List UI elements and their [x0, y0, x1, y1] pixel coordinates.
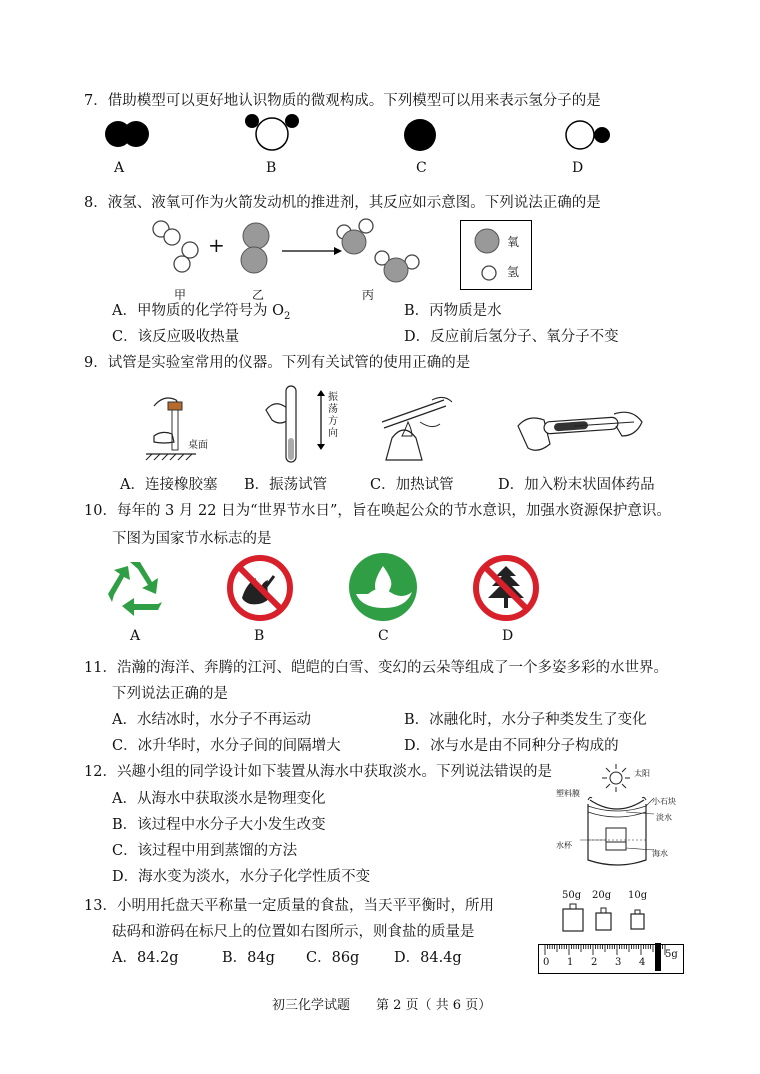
q10-label-d: D	[502, 628, 514, 644]
q9-option-a: A．连接橡胶塞	[120, 477, 218, 493]
label-stone: 小石块	[652, 797, 676, 806]
rider-weight	[655, 943, 661, 971]
q8-arrow	[282, 246, 342, 256]
q12-option-b: B．该过程中水分子大小发生改变	[112, 817, 326, 833]
q11-option-a: A．水结冰时，水分子不再运动	[112, 712, 311, 728]
q11-option-d: D．冰与水是由不同种分子构成的	[404, 738, 619, 754]
q8-option-a: A．甲物质的化学符号为 $O_2$	[112, 303, 291, 322]
q8-legend-box	[460, 220, 532, 290]
q7-label-c: C	[416, 160, 427, 176]
q9-option-d: D．加入粉末状固体药品	[498, 477, 655, 493]
q8-name-bing: 丙	[362, 288, 375, 302]
q8-molecule-yi	[238, 220, 278, 280]
q12-apparatus	[556, 762, 692, 874]
sun-icon	[602, 764, 630, 792]
q8-option-b: B．丙物质是水	[404, 303, 502, 319]
ruler-ticks	[539, 945, 683, 957]
q7-model-d	[562, 118, 622, 158]
q9-option-c: C．加热试管	[370, 477, 454, 493]
legend-oxygen-label: 氧	[507, 235, 520, 249]
q10-label-b: B	[254, 628, 265, 644]
q9-fig-a	[146, 380, 216, 470]
q9-fig-d	[514, 402, 654, 472]
q9-stem: 9．试管是实验室常用的仪器。下列有关试管的使用正确的是	[84, 355, 471, 371]
label-cup: 水杯	[556, 841, 572, 850]
q8-option-d: D．反应前后氢分子、氧分子不变	[404, 329, 619, 345]
q9-shake-arrow	[316, 390, 326, 450]
q8-name-yi: 乙	[252, 288, 265, 302]
q12-option-d: D．海水变为淡水，水分子化学性质不变	[112, 869, 371, 885]
q10-label-c: C	[378, 628, 389, 644]
q9-desk-label: 桌面	[188, 440, 208, 451]
q8-plus: +	[208, 233, 225, 257]
weight-label-20g: 20g	[592, 890, 612, 901]
weight-10g-icon	[630, 910, 646, 932]
q7-label-a: A	[114, 160, 125, 176]
q9-fig-b	[262, 380, 322, 470]
q12-stem: 12．兴趣小组的同学设计如下装置从海水中获取淡水。下列说法错误的是	[84, 764, 552, 780]
scale-tick-5: 5g	[665, 949, 678, 960]
weight-label-50g: 50g	[562, 890, 582, 901]
q13-stem: 13．小明用托盘天平称量一定质量的食盐，当天平平衡时，所用	[84, 898, 494, 914]
q13-option-b: B．84g	[222, 950, 275, 966]
weight-label-10g: 10g	[628, 890, 648, 901]
q9-shake-text: 振 荡 方 向	[328, 392, 338, 439]
q7-stem: 7．借助模型可以更好地认识物质的微观构成。下列模型可以用来表示氢分子的是	[84, 93, 601, 109]
q9-fig-c	[372, 382, 462, 472]
q10-stem: 10．每年的 3 月 22 日为“世界节水日”，旨在唤起公众的节水意识，加强水资源保护意识。	[84, 503, 671, 519]
q8-molecule-jia	[152, 220, 202, 270]
q13-scale-ruler	[538, 944, 684, 974]
recycle-icon	[106, 556, 170, 616]
label-film: 塑料膜	[556, 789, 580, 798]
weight-20g-icon	[595, 908, 613, 932]
q12-option-a: A．从海水中获取淡水是物理变化	[112, 791, 326, 807]
water-saving-icon	[348, 552, 420, 624]
scale-tick-2: 2	[591, 957, 598, 968]
scale-tick-1: 1	[567, 957, 574, 968]
q7-label-b: B	[266, 160, 277, 176]
q8-option-c: C．该反应吸收热量	[112, 329, 240, 345]
q10-stem-2: 下图为国家节水标志的是	[112, 531, 272, 547]
q13-option-c: C．86g	[306, 950, 360, 966]
label-water: 淡水	[656, 813, 672, 822]
no-logging-sign-icon	[472, 554, 542, 624]
q7-model-c	[402, 118, 442, 158]
q8-stem: 8．液氢、液氧可作为火箭发动机的推进剂，其反应如示意图。下列说法正确的是	[84, 195, 601, 211]
q11-option-c: C．冰升华时，水分子间的间隔增大	[112, 738, 341, 754]
q13-stem-2: 砝码和游码在标尺上的位置如右图所示，则食盐的质量是	[112, 924, 475, 940]
no-fire-sign-icon	[226, 554, 296, 624]
q11-stem: 11．浩瀚的海洋、奔腾的江河、皑皑的白雪、变幻的云朵等组成了一个多姿多彩的水世界。	[84, 660, 668, 676]
page-footer: 初三化学试题 第 2 页（ 共 6 页）	[272, 998, 492, 1013]
weight-50g-icon	[562, 904, 584, 932]
q8-name-jia: 甲	[174, 288, 187, 302]
q7-model-a	[104, 120, 154, 150]
q12-option-c: C．该过程中用到蒸馏的方法	[112, 843, 298, 859]
legend-hydrogen-label: 氢	[507, 265, 520, 279]
q8-molecule-bing	[336, 218, 416, 288]
q11-stem-2: 下列说法正确的是	[112, 686, 228, 702]
q9-option-b: B．振荡试管	[244, 477, 328, 493]
label-seawater: 海水	[652, 849, 668, 858]
q13-option-a: A．84.2g	[112, 950, 179, 966]
distill-jar	[582, 792, 652, 872]
oxygen-atom-icon	[475, 229, 499, 253]
scale-tick-0: 0	[543, 957, 550, 968]
scale-tick-4: 4	[639, 957, 646, 968]
scale-tick-3: 3	[615, 957, 622, 968]
q13-option-d: D．84.4g	[394, 950, 462, 966]
q7-label-d: D	[572, 160, 584, 176]
q7-model-b	[242, 112, 302, 152]
q10-label-a: A	[130, 628, 141, 644]
q11-option-b: B．冰融化时，水分子种类发生了变化	[404, 712, 647, 728]
hydrogen-atom-icon	[481, 265, 497, 281]
label-sun: 太阳	[634, 769, 650, 778]
